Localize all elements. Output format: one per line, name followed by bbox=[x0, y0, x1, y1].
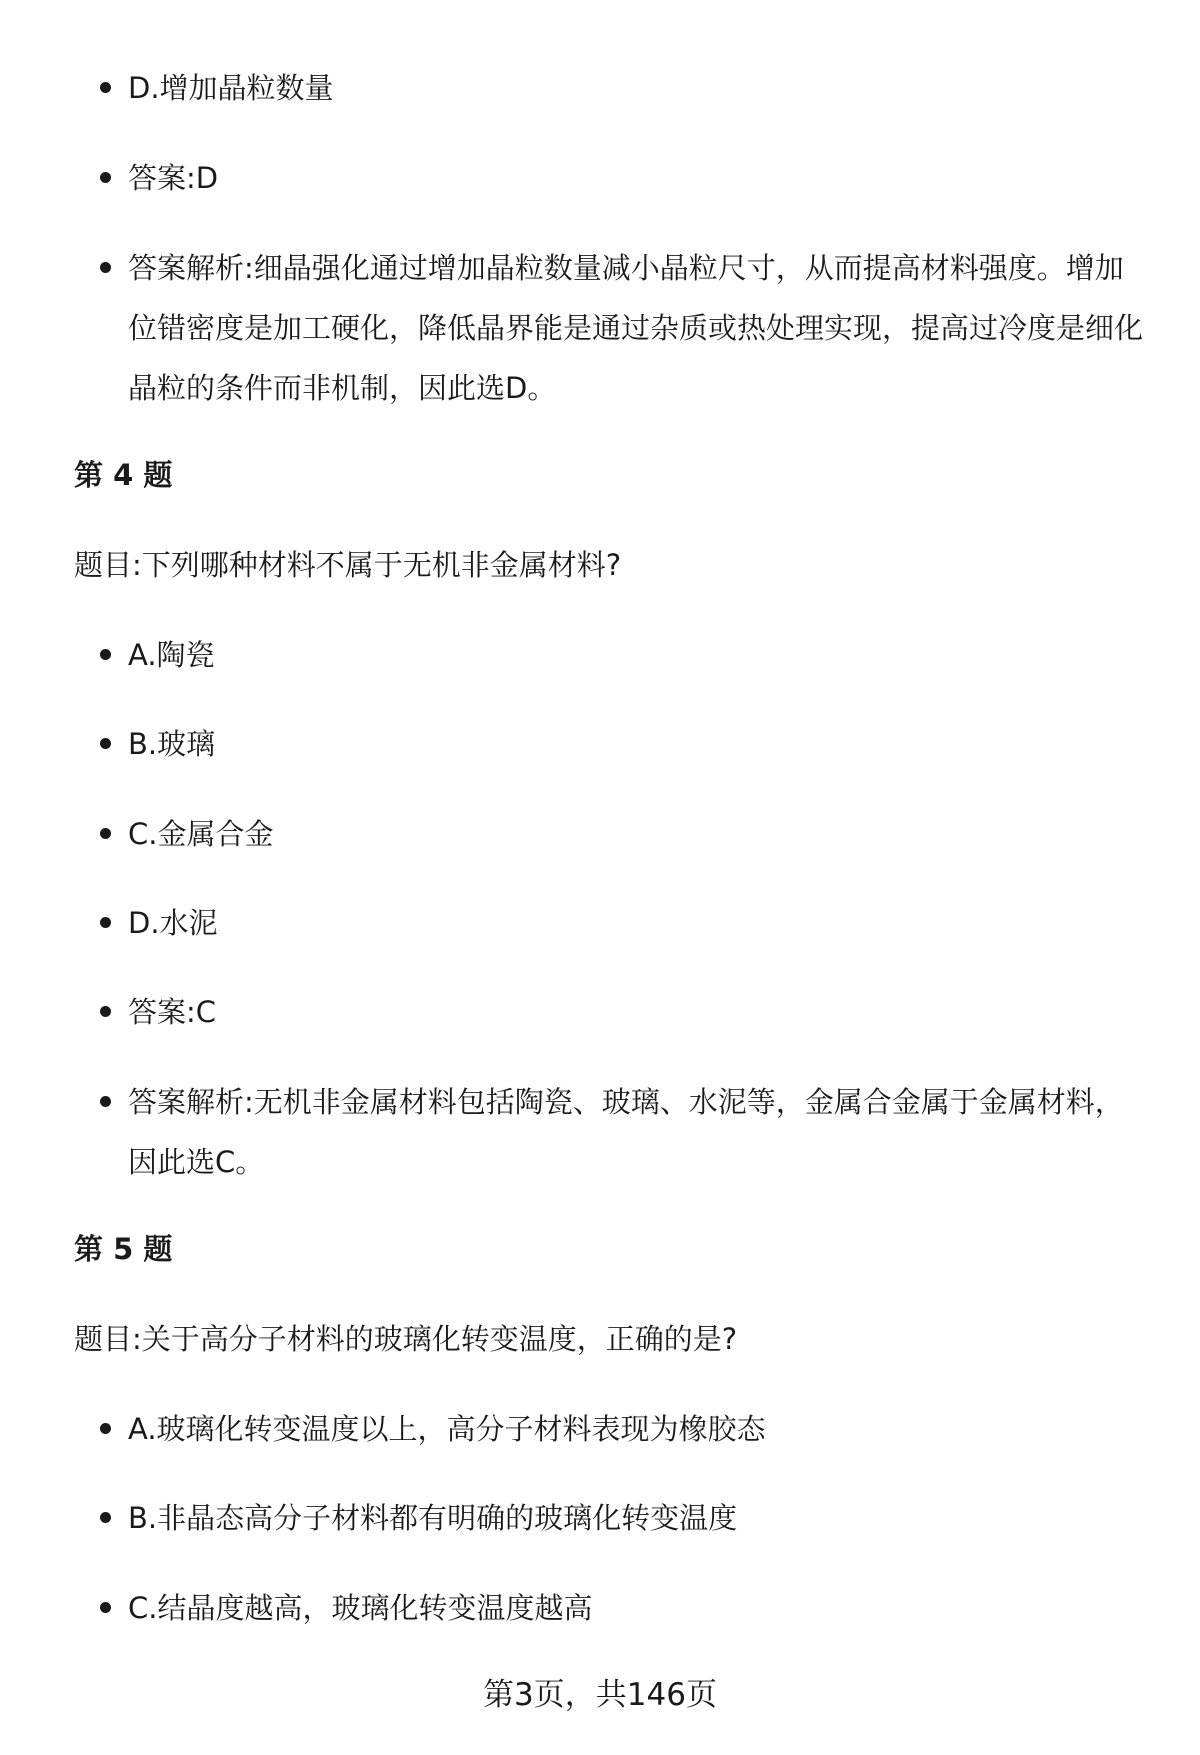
q4-option-b: B.玻璃 bbox=[128, 714, 1148, 774]
q3-answer: 答案:D bbox=[128, 148, 1148, 208]
q5-option-c: C.结晶度越高，玻璃化转变温度越高 bbox=[128, 1578, 1148, 1638]
q5-option-a: A.玻璃化转变温度以上，高分子材料表现为橡胶态 bbox=[128, 1399, 1148, 1459]
page-number: 第3页，共146页 bbox=[483, 1677, 717, 1713]
q4-stem: 题目:下列哪种材料不属于无机非金属材料? bbox=[74, 548, 622, 582]
q5-option-b: B.非晶态高分子材料都有明确的玻璃化转变温度 bbox=[128, 1488, 1148, 1548]
q3-option-d: D.增加晶粒数量 bbox=[128, 58, 1148, 118]
q3-explanation: 答案解析:细晶强化通过增加晶粒数量减小晶粒尺寸，从而提高材料强度。增加位错密度是加工硬化，降低晶界能是通过杂质或热处理实现，提高过冷度是细化晶粒的条件而非机制，因此选D。 bbox=[128, 238, 1148, 418]
q4-option-a: A.陶瓷 bbox=[128, 625, 1148, 685]
q4-answer: 答案:C bbox=[128, 982, 1148, 1042]
q4-option-c: C.金属合金 bbox=[128, 804, 1148, 864]
q5-stem: 题目:关于高分子材料的玻璃化转变温度，正确的是? bbox=[74, 1322, 738, 1356]
q4-option-d: D.水泥 bbox=[128, 893, 1148, 953]
q5-heading: 第 5 题 bbox=[74, 1232, 173, 1266]
q4-heading: 第 4 题 bbox=[74, 458, 173, 492]
q4-explanation: 答案解析:无机非金属材料包括陶瓷、玻璃、水泥等，金属合金属于金属材料，因此选C。 bbox=[128, 1072, 1148, 1192]
